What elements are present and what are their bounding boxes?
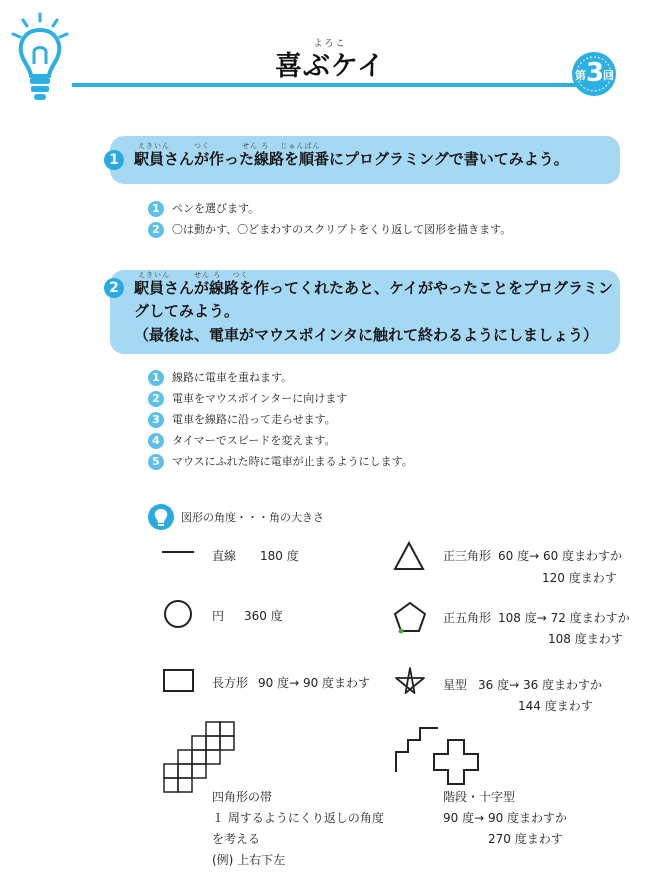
pentagon-value-2: 108 度まわす	[548, 632, 623, 646]
question-2-line-3: （最後は、電車がマウスポインタに触れて終わるようにしましょう）	[134, 326, 598, 344]
question-2-number: 2	[104, 278, 124, 298]
pentagon-shape	[392, 600, 428, 634]
band-name: 四角形の帯	[212, 790, 273, 804]
circle-value: 360 度	[244, 609, 283, 623]
title-ruby: よろこ	[313, 39, 347, 49]
rectangle-value: 90 度→ 90 度まわす	[258, 676, 371, 690]
s2-step-3-number: 3	[148, 412, 164, 428]
star-name: 星型	[443, 678, 468, 692]
triangle-value-2: 120 度まわす	[542, 571, 617, 585]
s1-step-1-number: 1	[148, 201, 164, 217]
s1-step-2-number: 2	[148, 222, 164, 238]
star-shape	[394, 666, 426, 698]
stairs-value-2: 270 度まわす	[488, 832, 563, 846]
line-name: 直線	[212, 549, 237, 563]
question-1-ruby: えきいん つく せん ろ じゅんばん	[138, 142, 321, 150]
cross-shape	[432, 738, 480, 786]
star-value: 36 度→ 36 度まわすか	[478, 678, 603, 692]
s2-step-4-text: タイマーでスピードを変えます。	[172, 434, 336, 447]
band-line-3: を考える	[212, 832, 261, 846]
rectangle-shape	[162, 668, 196, 694]
header-rule	[72, 83, 586, 87]
tip-text: 図形の角度・・・角の大きさ	[181, 511, 324, 524]
line-value: 180 度	[260, 549, 299, 563]
badge-prefix: 第	[575, 69, 586, 82]
s1-step-1-text: ペンを選びます。	[172, 202, 260, 215]
s2-step-4-number: 4	[148, 433, 164, 449]
triangle-name: 正三角形	[443, 549, 492, 563]
s2-step-2-number: 2	[148, 391, 164, 407]
lightbulb-icon	[10, 12, 70, 112]
page-title: 喜ぶケイ	[274, 51, 386, 82]
triangle-value: 60 度→ 60 度まわすか	[498, 549, 623, 563]
pentagon-name: 正五角形	[443, 611, 492, 625]
badge-number: 3	[586, 58, 605, 88]
triangle-shape	[392, 540, 426, 572]
star-value-2: 144 度まわす	[518, 699, 593, 713]
s2-step-3-text: 電車を線路に沿って走らせます。	[172, 413, 336, 426]
s2-step-5-number: 5	[148, 454, 164, 470]
question-2-line-2: グしてみよう。	[134, 302, 240, 320]
stairs-name: 階段・十字型	[443, 790, 516, 804]
band-line-2: １ 周するようにくり返しの角度	[212, 811, 384, 825]
straight-line-shape	[160, 546, 196, 558]
circle-name: 円	[212, 609, 225, 623]
stairs-value: 90 度→ 90 度まわすか	[443, 811, 568, 825]
question-1-number: 1	[104, 150, 124, 170]
pentagon-value: 108 度→ 72 度まわすか	[498, 611, 630, 625]
band-line-4: (例) 上右下左	[212, 853, 286, 867]
square-band-shape	[162, 720, 242, 796]
rectangle-name: 長方形	[212, 676, 249, 690]
s2-step-2-text: 電車をマウスポインターに向けます	[172, 392, 348, 405]
s2-step-5-text: マウスにふれた時に電車が止まるようにします。	[172, 455, 413, 468]
circle-shape	[162, 598, 194, 630]
s1-step-2-text: 〇は動かす、〇どまわすのスクリプトをくり返して図形を描きます。	[172, 223, 512, 236]
question-1-text: 駅員さんが作った線路を順番にプログラミングで書いてみよう。	[134, 150, 569, 168]
badge-suffix: 回	[603, 69, 614, 82]
question-2-ruby: えきいん せん ろ つく	[138, 271, 249, 279]
tip-lightbulb-icon	[148, 504, 174, 530]
question-2-line-1: 駅員さんが線路を作ってくれたあと、ケイがやったことをプログラミン	[134, 279, 613, 297]
s2-step-1-number: 1	[148, 370, 164, 386]
lesson-badge	[570, 50, 618, 98]
s2-step-1-text: 線路に電車を重ねます。	[172, 371, 293, 384]
